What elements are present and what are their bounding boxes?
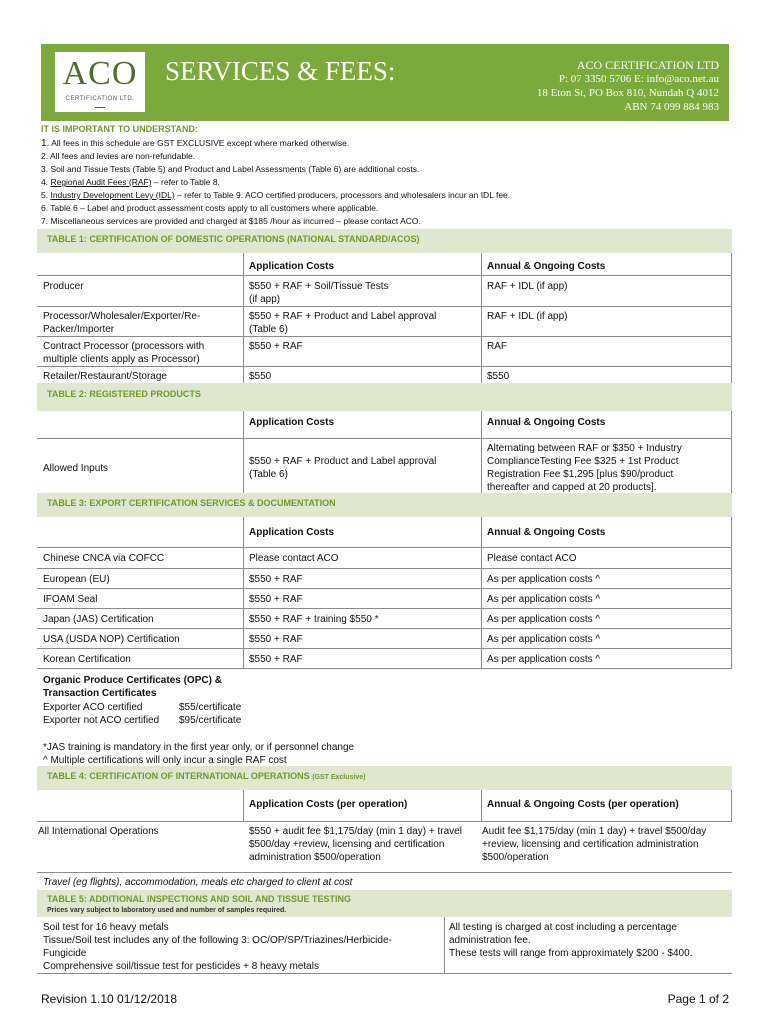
- table3-row-annual: As per application costs ^: [487, 654, 601, 665]
- intro-note-2: 2. All fees and levies are non-refundable.: [41, 151, 196, 161]
- table3-row-app: $550 + RAF: [249, 654, 303, 665]
- opc-row-value: $55/certificate: [179, 702, 242, 713]
- table2-row-annual: Alternating between RAF or $350 + Industry ComplianceTesting Fee $325 + 1st Product Registration Fee $1,295 [plus $90/product thereafter and capped at 20 products].: [487, 443, 682, 493]
- table4-col-annual: Annual & Ongoing Costs (per operation): [487, 799, 679, 810]
- intro-title: IT IS IMPORTANT TO UNDERSTAND:: [41, 124, 198, 134]
- logo-wordmark: ACO: [62, 55, 138, 92]
- table1-row-app: $550 + RAF: [249, 341, 303, 352]
- table3-row-name: Chinese CNCA via COFCC: [43, 553, 165, 564]
- table4-col-application: Application Costs (per operation): [249, 799, 408, 810]
- table5-subtitle: Prices vary subject to laboratory used and number of samples required.: [47, 907, 287, 914]
- table3-rule: [37, 668, 732, 669]
- company-phone-email: P: 07 3350 5706 E: info@aco.net.au: [558, 73, 719, 85]
- table5-cost-note: All testing is charged at cost including a percentage administration fee. These tests will range from approximately $200 - $400.: [449, 922, 693, 959]
- table3-row-annual: As per application costs ^: [487, 614, 601, 625]
- table3-row-app: Please contact ACO: [249, 553, 339, 564]
- table3-rule: [37, 608, 732, 609]
- table3-col-divider: [481, 517, 482, 668]
- table4-title-band: [37, 766, 732, 790]
- table5-title-band: [37, 890, 732, 917]
- jas-footnote: *JAS training is mandatory in the first year only, or if personnel change: [43, 742, 355, 753]
- company-abn: ABN 74 099 884 983: [624, 101, 719, 113]
- table2-title: TABLE 2: REGISTERED PRODUCTS: [47, 389, 201, 399]
- table3-row-name: Japan (JAS) Certification: [43, 614, 154, 625]
- table4-row-name: All International Operations: [38, 826, 159, 837]
- table3-rule: [37, 588, 732, 589]
- table3-row-app: $550 + RAF: [249, 574, 303, 585]
- intro-note-4: 4. Regional Audit Fees (RAF) – refer to Table 8.: [41, 177, 220, 187]
- table5-title: TABLE 5: ADDITIONAL INSPECTIONS AND SOIL AND TISSUE TESTING: [47, 894, 352, 904]
- table5-tests-list: Soil test for 16 heavy metals Tissue/Soil test includes any of the following 3: OC/OP/SP/Triazines/Herbicide- Fungicide Comprehensive soil/tissue test for pesticides + 8 heavy metals: [43, 922, 392, 972]
- table2-col-annual: Annual & Ongoing Costs: [487, 417, 606, 428]
- intro-note-3: 3. Soil and Tissue Tests (Table 5) and Product and Label Assessments (Table 6) are additional costs.: [41, 164, 420, 174]
- table3-col-application: Application Costs: [249, 527, 335, 538]
- table4-row-annual: Audit fee $1,175/day (min 1 day) + travel $500/day +review, licensing and certification administration $500/operation: [482, 826, 707, 863]
- table3-col-divider: [731, 517, 732, 668]
- intro-note-1: 1. All fees in this schedule are GST EXCLUSIVE except where marked otherwise.: [41, 138, 350, 149]
- company-contact: [537, 58, 719, 114]
- table2-title-band: [37, 383, 732, 411]
- raf-footnote: ^ Multiple certifications will only incur a single RAF cost: [43, 755, 287, 766]
- aco-logo: [55, 52, 145, 112]
- table3-row-annual: As per application costs ^: [487, 634, 601, 645]
- table4-title: TABLE 4: CERTIFICATION OF INTERNATIONAL OPERATIONS (GST Exclusive): [47, 771, 366, 781]
- table3-title: TABLE 3: EXPORT CERTIFICATION SERVICES & DOCUMENTATION: [47, 498, 336, 508]
- company-address: 18 Eton St, PO Box 810, Nundah Q 4012: [536, 87, 719, 99]
- table1-row-app: $550 + RAF + Soil/Tissue Tests (if app): [249, 281, 389, 305]
- table2-row-app: $550 + RAF + Product and Label approval (Table 6): [249, 456, 437, 480]
- letterhead-banner: [41, 44, 729, 121]
- table4-rule: [37, 821, 732, 822]
- table2-rule: [37, 438, 732, 439]
- table3-row-annual: Please contact ACO: [487, 553, 577, 564]
- table4-col-divider: [243, 790, 244, 822]
- table3-row-app: $550 + RAF: [249, 594, 303, 605]
- table1-title-band: [37, 229, 732, 253]
- travel-note: Travel (eg flights), accommodation, meals etc charged to client at cost: [43, 877, 353, 888]
- page-title: SERVICES & FEES:: [165, 56, 396, 86]
- intro-note-5: 5. Industry Development Levy (IDL) – refer to Table 9. ACO certified producers, processors and wholesalers incur an IDL fee.: [41, 190, 511, 200]
- table1-col-divider: [481, 253, 482, 383]
- opc-row-label: Exporter ACO certified: [43, 702, 143, 713]
- table3-row-name: Korean Certification: [43, 654, 131, 665]
- table1-col-divider: [731, 253, 732, 383]
- table5-rule: [37, 973, 732, 974]
- table3-row-name: IFOAM Seal: [43, 594, 98, 605]
- table3-rule: [37, 648, 732, 649]
- table1-title: TABLE 1: CERTIFICATION OF DOMESTIC OPERATIONS (NATIONAL STANDARD/ACOS): [47, 234, 420, 244]
- table1-rule: [37, 336, 732, 337]
- intro-note-7: 7. Miscellaneous services are provided and charged at $185 /hour as incurred – please contact ACO.: [41, 216, 421, 226]
- table2-col-application: Application Costs: [249, 417, 335, 428]
- opc-title: Organic Produce Certificates (OPC) & Transaction Certificates: [43, 675, 222, 699]
- table4-rule: [37, 872, 732, 873]
- table1-col-application: Application Costs: [249, 261, 335, 272]
- table4-col-divider: [481, 790, 482, 822]
- table5-col-divider: [444, 917, 445, 973]
- opc-row-value: $95/certificate: [179, 715, 242, 726]
- table3-row-annual: As per application costs ^: [487, 574, 601, 585]
- table1-row-annual: RAF + IDL (if app): [487, 281, 568, 292]
- table1-row-app: $550: [249, 371, 272, 382]
- logo-divider: [95, 107, 105, 108]
- table1-row-name: Processor/Wholesaler/Exporter/Re- Packer/Importer: [43, 311, 201, 335]
- table1-row-annual: RAF + IDL (if app): [487, 311, 568, 322]
- table3-col-annual: Annual & Ongoing Costs: [487, 527, 606, 538]
- table3-row-app: $550 + RAF: [249, 634, 303, 645]
- table1-col-annual: Annual & Ongoing Costs: [487, 261, 606, 272]
- table1-row-name: Contract Processor (processors with multiple clients apply as Processor): [43, 341, 205, 365]
- table1-rule: [37, 306, 732, 307]
- table3-rule: [37, 628, 732, 629]
- table1-rule: [37, 366, 732, 367]
- table1-row-annual: RAF: [487, 341, 507, 352]
- table3-title-band: [37, 493, 732, 517]
- table1-row-name: Producer: [43, 281, 84, 292]
- table2-col-divider: [243, 411, 244, 493]
- logo-subtext: CERTIFICATION LTD.: [65, 96, 135, 102]
- table3-row-name: European (EU): [43, 574, 110, 585]
- table1-row-name: Retailer/Restaurant/Storage: [43, 371, 167, 382]
- table3-col-divider: [243, 517, 244, 668]
- company-name: ACO CERTIFICATION LTD: [576, 58, 719, 72]
- table1-rule: [37, 275, 732, 276]
- table1-row-annual: $550: [487, 371, 510, 382]
- table3-rule: [37, 547, 732, 548]
- table2-row-name: Allowed Inputs: [43, 463, 109, 474]
- table2-col-divider: [481, 411, 482, 493]
- table4-col-divider: [731, 790, 732, 822]
- table3-row-app: $550 + RAF + training $550 *: [249, 614, 379, 625]
- table1-col-divider: [243, 253, 244, 383]
- opc-row-label: Exporter not ACO certified: [43, 715, 160, 726]
- table3-row-name: USA (USDA NOP) Certification: [43, 634, 180, 645]
- table1-row-app: $550 + RAF + Product and Label approval (Table 6): [249, 311, 437, 335]
- table2-col-divider: [731, 411, 732, 493]
- page-number: Page 1 of 2: [667, 992, 729, 1006]
- table3-row-annual: As per application costs ^: [487, 594, 601, 605]
- intro-note-6: 6. Table 6 – Label and product assessment costs apply to all customers where applicable.: [41, 203, 379, 213]
- table3-rule: [37, 568, 732, 569]
- table4-row-app: $550 + audit fee $1,175/day (min 1 day) + travel $500/day +review, licensing and certification administration $500/operation: [249, 826, 462, 863]
- revision-label: Revision 1.10 01/12/2018: [41, 992, 178, 1006]
